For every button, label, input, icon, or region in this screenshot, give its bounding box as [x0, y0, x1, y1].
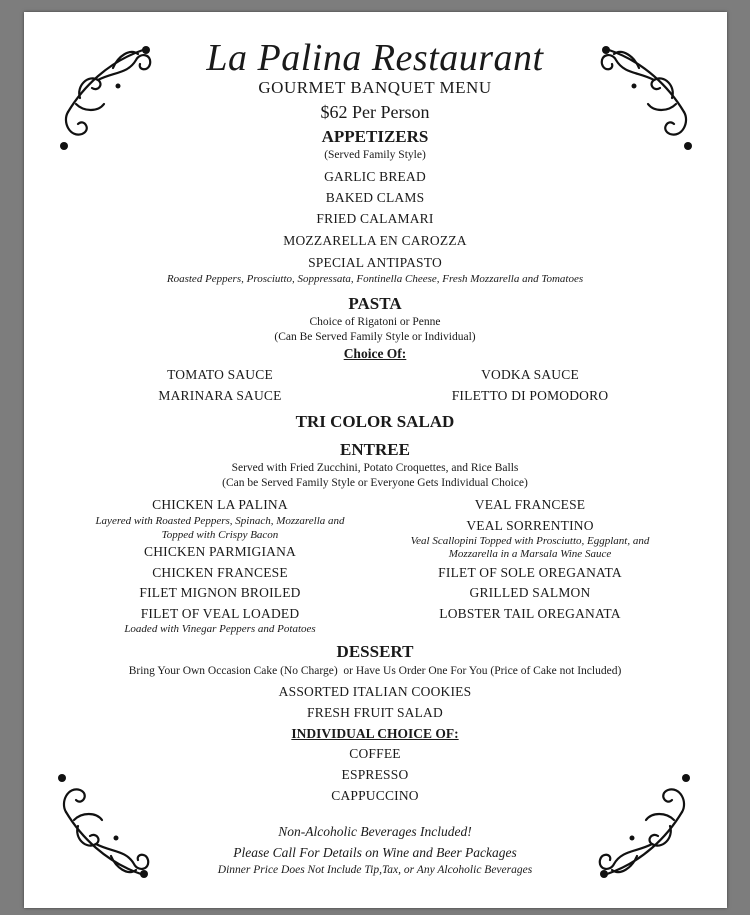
sauce-option: VODKA SAUCE: [481, 367, 579, 382]
dessert-item: ASSORTED ITALIAN COOKIES: [278, 684, 472, 699]
antipasto-description: Roasted Peppers, Prosciutto, Soppressata, Fontinella Cheese, Fresh Mozzarella and Tomatoes: [166, 273, 584, 285]
dessert-choice-label: INDIVIDUAL CHOICE OF:: [291, 726, 459, 741]
entree-description: Mozzarella in a Marsala Wine Sauce: [448, 548, 612, 560]
entree-description: Veal Scallopini Topped with Prosciutto, Eggplant, and: [410, 535, 650, 547]
pasta-choice-label: Choice Of:: [343, 346, 407, 361]
entree-item: GRILLED SALMON: [469, 585, 591, 600]
menu-item: GARLIC BREAD: [324, 169, 426, 184]
sauce-option: FILETTO DI POMODORO: [451, 388, 609, 403]
footer-line: Dinner Price Does Not Include Tip,Tax, or Any Alcoholic Beverages: [217, 864, 533, 876]
pasta-note: Choice of Rigatoni or Penne: [309, 316, 441, 328]
entree-item: CHICKEN LA PALINA: [152, 497, 288, 512]
footer-line: Please Call For Details on Wine and Beer Packages: [233, 845, 517, 860]
entree-note: (Can be Served Family Style or Everyone Gets Individual Choice): [222, 477, 528, 489]
restaurant-name: La Palina Restaurant: [206, 37, 544, 79]
entree-item: FILET MIGNON BROILED: [139, 585, 301, 600]
menu-title: GOURMET BANQUET MENU: [258, 78, 492, 97]
entree-item: FILET OF VEAL LOADED: [140, 606, 300, 621]
entree-item: FILET OF SOLE OREGANATA: [438, 565, 622, 580]
menu-item: SPECIAL ANTIPASTO: [308, 255, 442, 270]
pasta-heading: PASTA: [348, 294, 402, 313]
menu-item: BAKED CLAMS: [325, 190, 425, 205]
entree-item: LOBSTER TAIL OREGANATA: [439, 606, 621, 621]
drink-item: COFFEE: [349, 746, 401, 761]
drink-item: ESPRESSO: [341, 767, 409, 782]
appetizers-note: (Served Family Style): [324, 149, 426, 161]
entree-item: CHICKEN FRANCESE: [152, 565, 288, 580]
sauce-option: TOMATO SAUCE: [167, 367, 273, 382]
price: $62 Per Person: [320, 102, 430, 122]
entree-description: Topped with Crispy Bacon: [161, 529, 279, 541]
entree-item: VEAL SORRENTINO: [466, 518, 594, 533]
appetizers-heading: APPETIZERS: [321, 127, 429, 146]
dessert-item: FRESH FRUIT SALAD: [307, 705, 443, 720]
menu-item: FRIED CALAMARI: [316, 211, 434, 226]
drink-item: CAPPUCCINO: [331, 788, 419, 803]
entree-item: CHICKEN PARMIGIANA: [144, 544, 296, 559]
entree-item: VEAL FRANCESE: [474, 497, 586, 512]
entree-heading: ENTREE: [340, 440, 410, 459]
dessert-heading: DESSERT: [336, 642, 414, 661]
sauce-option: MARINARA SAUCE: [158, 388, 282, 403]
footer-line: Non-Alcoholic Beverages Included!: [278, 824, 472, 839]
pasta-note: (Can Be Served Family Style or Individual): [274, 331, 476, 343]
menu-item: MOZZARELLA EN CAROZZA: [283, 233, 467, 248]
dessert-note: Bring Your Own Occasion Cake (No Charge) or Have Us Order One For You (Price of Cake not Included): [128, 665, 622, 677]
entree-description: Loaded with Vinegar Peppers and Potatoes: [124, 623, 316, 635]
entree-description: Layered with Roasted Peppers, Spinach, Mozzarella and: [95, 515, 345, 527]
entree-note: Served with Fried Zucchini, Potato Croquettes, and Rice Balls: [231, 462, 519, 474]
salad-heading: TRI COLOR SALAD: [295, 412, 455, 431]
